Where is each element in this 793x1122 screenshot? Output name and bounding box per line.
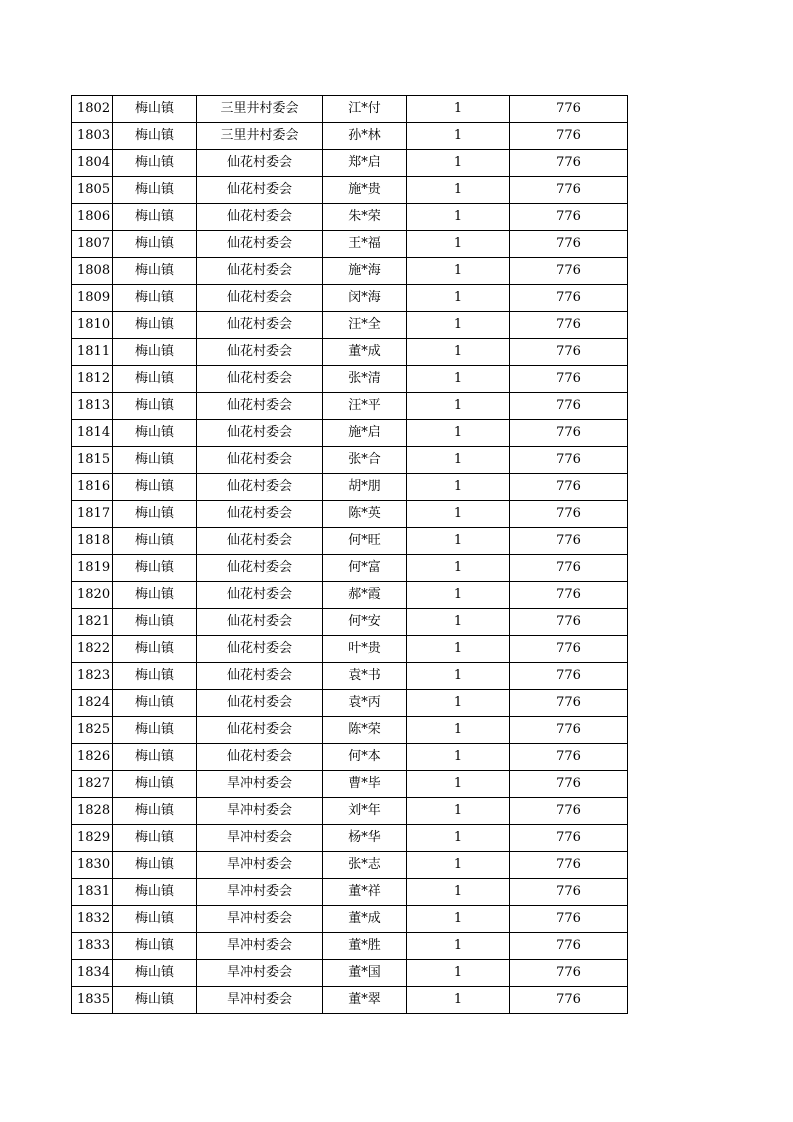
village-committee-cell: 仙花村委会	[197, 231, 323, 258]
amount-cell: 776	[510, 636, 628, 663]
town-cell: 梅山镇	[113, 366, 197, 393]
table-row	[72, 123, 628, 150]
name-cell: 袁*书	[323, 663, 407, 690]
table-row	[72, 285, 628, 312]
table-row	[72, 825, 628, 852]
name-cell: 张*合	[323, 447, 407, 474]
town-cell: 梅山镇	[113, 933, 197, 960]
table-row	[72, 555, 628, 582]
village-committee-cell: 仙花村委会	[197, 636, 323, 663]
serial-number-cell: 1814	[72, 420, 113, 447]
serial-number-cell: 1812	[72, 366, 113, 393]
name-cell: 董*成	[323, 906, 407, 933]
count-cell: 1	[407, 690, 510, 717]
village-committee-cell: 旱冲村委会	[197, 771, 323, 798]
town-cell: 梅山镇	[113, 231, 197, 258]
name-cell: 孙*林	[323, 123, 407, 150]
town-cell: 梅山镇	[113, 420, 197, 447]
amount-cell: 776	[510, 96, 628, 123]
name-cell: 胡*朋	[323, 474, 407, 501]
name-cell: 何*旺	[323, 528, 407, 555]
serial-number-cell: 1824	[72, 690, 113, 717]
serial-number-cell: 1832	[72, 906, 113, 933]
village-committee-cell: 旱冲村委会	[197, 825, 323, 852]
count-cell: 1	[407, 933, 510, 960]
count-cell: 1	[407, 285, 510, 312]
name-cell: 王*福	[323, 231, 407, 258]
table-row	[72, 933, 628, 960]
town-cell: 梅山镇	[113, 447, 197, 474]
table-row	[72, 744, 628, 771]
count-cell: 1	[407, 717, 510, 744]
village-committee-cell: 仙花村委会	[197, 501, 323, 528]
count-cell: 1	[407, 852, 510, 879]
count-cell: 1	[407, 609, 510, 636]
table-row	[72, 339, 628, 366]
count-cell: 1	[407, 366, 510, 393]
count-cell: 1	[407, 96, 510, 123]
town-cell: 梅山镇	[113, 960, 197, 987]
amount-cell: 776	[510, 393, 628, 420]
table-row	[72, 582, 628, 609]
count-cell: 1	[407, 636, 510, 663]
town-cell: 梅山镇	[113, 150, 197, 177]
village-committee-cell: 仙花村委会	[197, 555, 323, 582]
town-cell: 梅山镇	[113, 177, 197, 204]
town-cell: 梅山镇	[113, 393, 197, 420]
amount-cell: 776	[510, 474, 628, 501]
serial-number-cell: 1818	[72, 528, 113, 555]
name-cell: 郑*启	[323, 150, 407, 177]
serial-number-cell: 1806	[72, 204, 113, 231]
amount-cell: 776	[510, 879, 628, 906]
amount-cell: 776	[510, 852, 628, 879]
name-cell: 郝*霞	[323, 582, 407, 609]
amount-cell: 776	[510, 582, 628, 609]
serial-number-cell: 1816	[72, 474, 113, 501]
count-cell: 1	[407, 420, 510, 447]
name-cell: 董*成	[323, 339, 407, 366]
count-cell: 1	[407, 339, 510, 366]
count-cell: 1	[407, 150, 510, 177]
name-cell: 陈*英	[323, 501, 407, 528]
amount-cell: 776	[510, 933, 628, 960]
serial-number-cell: 1811	[72, 339, 113, 366]
table-row	[72, 798, 628, 825]
town-cell: 梅山镇	[113, 717, 197, 744]
name-cell: 闵*海	[323, 285, 407, 312]
village-committee-cell: 仙花村委会	[197, 690, 323, 717]
count-cell: 1	[407, 474, 510, 501]
village-committee-cell: 三里井村委会	[197, 123, 323, 150]
table-row	[72, 393, 628, 420]
town-cell: 梅山镇	[113, 879, 197, 906]
table-row	[72, 204, 628, 231]
table-row	[72, 150, 628, 177]
town-cell: 梅山镇	[113, 501, 197, 528]
village-committee-cell: 仙花村委会	[197, 339, 323, 366]
serial-number-cell: 1825	[72, 717, 113, 744]
village-committee-cell: 仙花村委会	[197, 366, 323, 393]
town-cell: 梅山镇	[113, 285, 197, 312]
table-row	[72, 474, 628, 501]
serial-number-cell: 1831	[72, 879, 113, 906]
village-committee-cell: 仙花村委会	[197, 663, 323, 690]
name-cell: 张*志	[323, 852, 407, 879]
name-cell: 董*祥	[323, 879, 407, 906]
village-committee-cell: 旱冲村委会	[197, 987, 323, 1014]
town-cell: 梅山镇	[113, 690, 197, 717]
town-cell: 梅山镇	[113, 636, 197, 663]
data-table	[71, 95, 628, 1014]
amount-cell: 776	[510, 231, 628, 258]
serial-number-cell: 1820	[72, 582, 113, 609]
serial-number-cell: 1808	[72, 258, 113, 285]
amount-cell: 776	[510, 150, 628, 177]
village-committee-cell: 仙花村委会	[197, 204, 323, 231]
amount-cell: 776	[510, 285, 628, 312]
serial-number-cell: 1802	[72, 96, 113, 123]
name-cell: 曹*毕	[323, 771, 407, 798]
village-committee-cell: 仙花村委会	[197, 474, 323, 501]
table-row	[72, 528, 628, 555]
name-cell: 张*清	[323, 366, 407, 393]
serial-number-cell: 1803	[72, 123, 113, 150]
town-cell: 梅山镇	[113, 771, 197, 798]
table-row	[72, 636, 628, 663]
name-cell: 董*国	[323, 960, 407, 987]
name-cell: 汪*平	[323, 393, 407, 420]
count-cell: 1	[407, 177, 510, 204]
serial-number-cell: 1809	[72, 285, 113, 312]
name-cell: 施*贵	[323, 177, 407, 204]
name-cell: 施*海	[323, 258, 407, 285]
town-cell: 梅山镇	[113, 258, 197, 285]
serial-number-cell: 1804	[72, 150, 113, 177]
amount-cell: 776	[510, 123, 628, 150]
count-cell: 1	[407, 771, 510, 798]
village-committee-cell: 仙花村委会	[197, 717, 323, 744]
name-cell: 董*翠	[323, 987, 407, 1014]
amount-cell: 776	[510, 690, 628, 717]
count-cell: 1	[407, 231, 510, 258]
village-committee-cell: 仙花村委会	[197, 609, 323, 636]
name-cell: 刘*年	[323, 798, 407, 825]
town-cell: 梅山镇	[113, 852, 197, 879]
town-cell: 梅山镇	[113, 798, 197, 825]
village-committee-cell: 旱冲村委会	[197, 960, 323, 987]
table-row	[72, 258, 628, 285]
serial-number-cell: 1822	[72, 636, 113, 663]
village-committee-cell: 仙花村委会	[197, 285, 323, 312]
serial-number-cell: 1835	[72, 987, 113, 1014]
count-cell: 1	[407, 312, 510, 339]
table-row	[72, 420, 628, 447]
serial-number-cell: 1805	[72, 177, 113, 204]
count-cell: 1	[407, 906, 510, 933]
amount-cell: 776	[510, 528, 628, 555]
town-cell: 梅山镇	[113, 528, 197, 555]
town-cell: 梅山镇	[113, 663, 197, 690]
amount-cell: 776	[510, 447, 628, 474]
table-row	[72, 231, 628, 258]
amount-cell: 776	[510, 987, 628, 1014]
town-cell: 梅山镇	[113, 339, 197, 366]
village-committee-cell: 旱冲村委会	[197, 798, 323, 825]
count-cell: 1	[407, 393, 510, 420]
amount-cell: 776	[510, 312, 628, 339]
amount-cell: 776	[510, 258, 628, 285]
serial-number-cell: 1827	[72, 771, 113, 798]
count-cell: 1	[407, 447, 510, 474]
village-committee-cell: 仙花村委会	[197, 312, 323, 339]
count-cell: 1	[407, 258, 510, 285]
serial-number-cell: 1829	[72, 825, 113, 852]
name-cell: 何*本	[323, 744, 407, 771]
serial-number-cell: 1821	[72, 609, 113, 636]
town-cell: 梅山镇	[113, 474, 197, 501]
table-row	[72, 663, 628, 690]
village-committee-cell: 仙花村委会	[197, 177, 323, 204]
amount-cell: 776	[510, 744, 628, 771]
count-cell: 1	[407, 744, 510, 771]
amount-cell: 776	[510, 906, 628, 933]
town-cell: 梅山镇	[113, 123, 197, 150]
amount-cell: 776	[510, 420, 628, 447]
table-row	[72, 879, 628, 906]
amount-cell: 776	[510, 366, 628, 393]
name-cell: 朱*荣	[323, 204, 407, 231]
serial-number-cell: 1810	[72, 312, 113, 339]
village-committee-cell: 旱冲村委会	[197, 906, 323, 933]
village-committee-cell: 仙花村委会	[197, 447, 323, 474]
name-cell: 董*胜	[323, 933, 407, 960]
count-cell: 1	[407, 825, 510, 852]
amount-cell: 776	[510, 960, 628, 987]
village-committee-cell: 仙花村委会	[197, 744, 323, 771]
village-committee-cell: 仙花村委会	[197, 393, 323, 420]
serial-number-cell: 1807	[72, 231, 113, 258]
table-row	[72, 717, 628, 744]
serial-number-cell: 1828	[72, 798, 113, 825]
town-cell: 梅山镇	[113, 987, 197, 1014]
count-cell: 1	[407, 987, 510, 1014]
name-cell: 江*付	[323, 96, 407, 123]
amount-cell: 776	[510, 717, 628, 744]
name-cell: 杨*华	[323, 825, 407, 852]
amount-cell: 776	[510, 609, 628, 636]
amount-cell: 776	[510, 555, 628, 582]
count-cell: 1	[407, 960, 510, 987]
name-cell: 何*富	[323, 555, 407, 582]
amount-cell: 776	[510, 204, 628, 231]
town-cell: 梅山镇	[113, 906, 197, 933]
serial-number-cell: 1819	[72, 555, 113, 582]
table-row	[72, 447, 628, 474]
table-body	[72, 96, 628, 1014]
amount-cell: 776	[510, 339, 628, 366]
village-committee-cell: 仙花村委会	[197, 420, 323, 447]
count-cell: 1	[407, 879, 510, 906]
serial-number-cell: 1830	[72, 852, 113, 879]
serial-number-cell: 1834	[72, 960, 113, 987]
town-cell: 梅山镇	[113, 609, 197, 636]
table-row	[72, 987, 628, 1014]
village-committee-cell: 仙花村委会	[197, 150, 323, 177]
table-row	[72, 177, 628, 204]
table-row	[72, 960, 628, 987]
name-cell: 叶*贵	[323, 636, 407, 663]
serial-number-cell: 1823	[72, 663, 113, 690]
name-cell: 何*安	[323, 609, 407, 636]
table-row	[72, 690, 628, 717]
table-row	[72, 501, 628, 528]
town-cell: 梅山镇	[113, 204, 197, 231]
table-row	[72, 771, 628, 798]
village-committee-cell: 旱冲村委会	[197, 933, 323, 960]
count-cell: 1	[407, 582, 510, 609]
village-committee-cell: 仙花村委会	[197, 582, 323, 609]
count-cell: 1	[407, 501, 510, 528]
amount-cell: 776	[510, 825, 628, 852]
amount-cell: 776	[510, 771, 628, 798]
town-cell: 梅山镇	[113, 744, 197, 771]
serial-number-cell: 1826	[72, 744, 113, 771]
table-row	[72, 906, 628, 933]
table-row	[72, 609, 628, 636]
count-cell: 1	[407, 528, 510, 555]
town-cell: 梅山镇	[113, 312, 197, 339]
name-cell: 汪*全	[323, 312, 407, 339]
name-cell: 陈*荣	[323, 717, 407, 744]
name-cell: 施*启	[323, 420, 407, 447]
amount-cell: 776	[510, 663, 628, 690]
table-row	[72, 366, 628, 393]
amount-cell: 776	[510, 501, 628, 528]
village-committee-cell: 三里井村委会	[197, 96, 323, 123]
town-cell: 梅山镇	[113, 825, 197, 852]
town-cell: 梅山镇	[113, 555, 197, 582]
village-committee-cell: 旱冲村委会	[197, 879, 323, 906]
amount-cell: 776	[510, 177, 628, 204]
village-committee-cell: 旱冲村委会	[197, 852, 323, 879]
village-committee-cell: 仙花村委会	[197, 258, 323, 285]
count-cell: 1	[407, 204, 510, 231]
serial-number-cell: 1833	[72, 933, 113, 960]
count-cell: 1	[407, 798, 510, 825]
serial-number-cell: 1815	[72, 447, 113, 474]
table-row	[72, 852, 628, 879]
amount-cell: 776	[510, 798, 628, 825]
count-cell: 1	[407, 663, 510, 690]
table-row	[72, 312, 628, 339]
count-cell: 1	[407, 555, 510, 582]
name-cell: 袁*丙	[323, 690, 407, 717]
count-cell: 1	[407, 123, 510, 150]
table-row	[72, 96, 628, 123]
serial-number-cell: 1813	[72, 393, 113, 420]
town-cell: 梅山镇	[113, 582, 197, 609]
town-cell: 梅山镇	[113, 96, 197, 123]
village-committee-cell: 仙花村委会	[197, 528, 323, 555]
serial-number-cell: 1817	[72, 501, 113, 528]
